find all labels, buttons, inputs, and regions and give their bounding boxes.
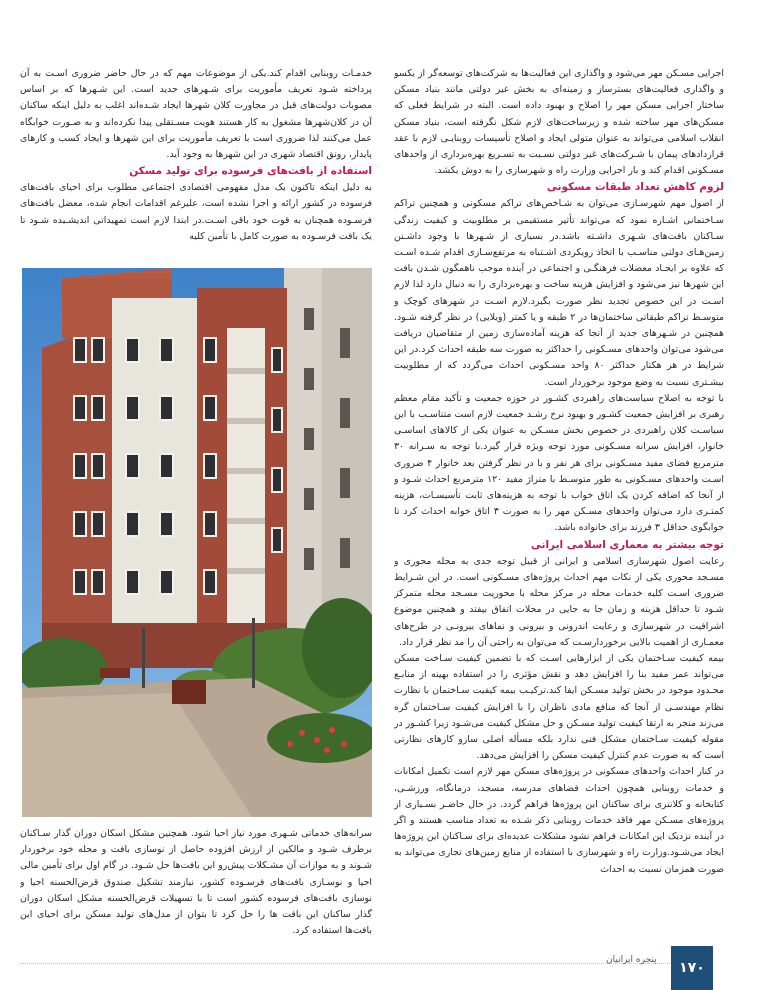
left-text-column-bottom — [20, 826, 372, 944]
left-paragraph-2: به دلیل اینکه تاکنون یک مدل مفهومی اقتصادی اجتماعی مطلوب برای احیای بافت‌های فرسوده در کشور ارائه و اجرا نشده است، علیرغم اقدامات انجام شده، معضل بافت‌های فرسـوده همچنان به قوت خود باقی اسـت.در ابتدا لازم است تمهیداتی اندیشـیده شـود تا یک بافت فرسـوده به صورت کامل با تأمین کلیه — [20, 182, 372, 242]
footer-divider — [20, 963, 672, 964]
magazine-name: پنجره ایرانیان — [606, 955, 657, 965]
left-paragraph-3: سرانه‌های خدماتی شـهری مورد نیاز احیا شود. همچنین مشکل اسکان دوران گذار سـاکنان برطرف شـود و مالکین از ارزش افزوده حاصل از نوسازی بافت و محله خود برخوردار شـوند و به موازات آن مشـکلات پیش‌رو این بافت‌ها حل شـود. در گام اول برای تأمین مالی احیا و نوسـازی بافت‌های فرسـوده کشور، نیازمند تشکیل صندوق قرض‌الحسنه احیا و نوسازی بافت‌های فرسوده کشور است تا با تسهیلات قرض‌الحسنه مشکل اسکان دوران گذار ساکنان این بافت ها را حل کرد تا بتوان از مدل‌های تولید مسکن برای احیای این بافت‌ها استفاده کرد. — [20, 828, 372, 937]
right-paragraph-1: اجرایی مسـکن مهر می‌شود و واگذاری این فعالیت‌ها به شرکت‌های توسعه‌گر از یکسو و واگذاری فعالیت‌های بسترساز و زمینه‌ای به بخش غیر دولتی مانند بنیاد مسکن ساختار اجرایی مسکن مهر را اصلاح و بهبود داده است. البته در شرایط فعلی که مسکن‌های مهر ساخته شده و زیرساخت‌های لازم شکل نگرفته است، بنیاد مسکن انقلاب اسلامی می‌تواند به عنوان متولی ایجاد و اصلاح تأسیسات روبنایـی لازم با عقد قراردادهای پیمان با شـرکت‌های غیر دولتی نسـبت به تسـریع بهره‌برداری از واحدهای مسـکونی اقدام کند و بار اجرایی وزارت راه و شهرسازی را به دوش بکشد. — [394, 68, 724, 177]
left-text-column-top — [20, 66, 372, 266]
building-illustration — [22, 268, 372, 817]
heading-worn-out-textures: استفاده از بافت‌های فرسوده برای تولید مسکن — [129, 165, 372, 178]
right-paragraph-6: در کنار احداث واحدهای مسکونی در پروژه‌های مسکن مهر لازم است تکمیل امکانات و خدمات روبنایی همچون احداث فضاهای مدرسه، مسجد، درمانگاه، ورزشـی، کتابخانه و کلانتری برای ساکنان این پروژه‌ها فراهم گردد. در حال حاضـر بسـیاری از پروژه‌های مسـکن مهر فاقد خدمات روبنایی ذکر شـده به تعداد مناسب هستند و اگر در آینده نزدیک این امکانات فراهم نشود مشکلات عدیده‌ای برای سـاکنان این پروژه‌ها ایجاد می‌شـود.وزارت راه و شهرسازی با استفاده از منابع زمین‌های تجاری می‌تواند به صورت همزمان نسبت به احداث — [394, 766, 724, 875]
apartment-building-photo — [22, 268, 372, 817]
right-paragraph-2: از اصول مهم شهرسـازی می‌توان به شـاخص‌های تراکم مسکونی و همچنین تراکم سـاختمانی اشـاره نمود که می‌تواند تأثیر مستقیمی بر مطلوبیت و کیفیت زندگی سـاکنان بافت‌های شـهری داشـته باشد.در بسیاری از شـهرها با وجود داشـتن زمین‌هـای دولتی مناسـب با اتخاذ رویکردی اشـتباه به مرتفع‌سـازی اقدام شـده اسـت که علاوه بر ایجـاد معضلات فرهنگـی و اجتماعی در آینده موجب ناهمگون شـدن بافت این شهرها نیز می‌شود و افزایش هزینه ساخت و بهره‌برداری را به دنبال دارد لذا لازم اسـت در این خصوص تجدید نظر صورت بگیرد.لازم اسـت در شهرهای کوچک و متوسـط تراکم طبقاتی ساختمان‌ها در ۲ طبقه و یا کمتر (ویلایی) در نظر گرفته شـود. همچنین در شـهرهای جدید از آنجا که هزینه آماده‌سازی زمین از متقاضیان دریافت می‌شود می‌توان واحدهای مسـکونی را حداکثر به صورت سه طبقه احداث کرد.در این شرایط در هر هکتار حداکثر ۸۰ واحد مسـکونی احداث می‌گردد که از مطلوبیت بیشـتری نسبت به وضع موجود برخوردار است. — [394, 198, 724, 388]
right-paragraph-5: بیمه کیفیت سـاختمان یکی از ابزارهایی اسـت که با تضمین کیفیت سـاخت مسکن می‌تواند عمر مفید بنا را افزایش دهد و نقش مؤثری را در استفاده بهینه از منابـع محـدود موجود در بخش تولید مسـکن ایفا کند.ترکیـب بیمه کیفیت سـاختمان با نظارت نظام مهندسـی از آنجا که منافع مادی ناظران را با افزایش کیفیت سـاختمان گره می‌زند منجر به ارتقا کیفیت تولید مسـکن و حل مشکل کیفیت می‌شـود زیرا کشـور در مقوله کیفیت سـاختمان مشکل فنی ندارد بلکه مسأله اصلی سازو کارهای نظارتی است که به صورت عدم کنترل کیفیت مسکن را افزایش می‌دهد. — [394, 652, 724, 762]
heading-islamic-architecture: توجه بیشتر به معماری اسلامی ایرانی — [530, 538, 724, 551]
right-paragraph-3: با توجه به اصلاح سیاست‌های راهبردی کشـور در حوزه جمعیت و تأکید مقام معظم رهبری بر افزایش جمعیت کشـور و بهبود نرخ رشـد جمعیت لازم است متناسـب با این سیاسـت کلان راهبردی در خصوص بخش مسـکن به عنوان یکی از کالاهای اساسـی خانوار، افزایش سرانه مسـکونی مورد توجه ویژه قرار گیرد.با توجه به سـرانه ۳۰ مترمربع فضای مفید مسـکونی برای هر نفر و با در نظر گرفتن بعد خانوار ۴ ضروری اسـت واحدهای مسـکونی به طور متوسـط با متراژ مفید ۱۲۰ مترمربع احداث شـود و از آنجا که اضافه کردن یک اتاق خواب با توجه به هزینه‌های ثابت تأسیسـات، هزینه کمتـری دارد می‌توان واحدهای مسـکن مهر را به صورت ۳ اتاق خوابه احداث کرد تا جوابگوی حداقل ۳ فرزند برای خانواده باشد. — [394, 392, 724, 534]
right-text-column — [394, 66, 724, 926]
heading-reduce-floors: لزوم کاهش تعداد طبقات مسکونی — [546, 181, 724, 194]
page-number: ۱۷۰ — [671, 946, 713, 990]
right-paragraph-4: رعایت اصول شهرسازی اسلامی و ایرانی از قبیل توجه جدی به محله محوری و مسـجد محوری یکی از نکات مهم احداث پروژه‌های مسـکونی است. در این شـرایط ضروری اسـت کلیه خدمات محله در مرکز محله با محوریت مسـجد محله متمرکز شـود تا حداقل هزینه و زمان جا به جایی در محلات اتفاق بیفتد و همچنین موضوع اشرافیت در شهرسازی و رعایت اندرونی و بیرونی و نماهای بیرونـی در طرح‌های معمـاری از اهمیت بالایی برخوردارسـت که می‌توان به راحتی آن را مد نظر قرار داد. — [394, 555, 724, 648]
left-paragraph-1: خدمـات روبنایی اقدام کند.یکی از موضوعات مهم که در حال حاضر ضروری اسـت به آن پرداخته شـود تعریف مأموریت برای شـهرهای جدید است. این شـهرها که بر اساس مصوبات دولت‌های قبل در مجاورت کلان شهرها ایجاد شـده‌اند اغلب به دلیل اینکه ساکنان آن در کلان‌شهرها مشغول به کار هستند هویت مسـتقلی پیدا نکرده‌اند و به صـورت خوابگاه عمل می‌کنند لذا ضروری است با تعریف مأموریت برای این شهرها و ایجاد کسب و کارهای پایدار، رونق اقتصاد شهری در این شهرها به وجود آید. — [20, 68, 372, 161]
